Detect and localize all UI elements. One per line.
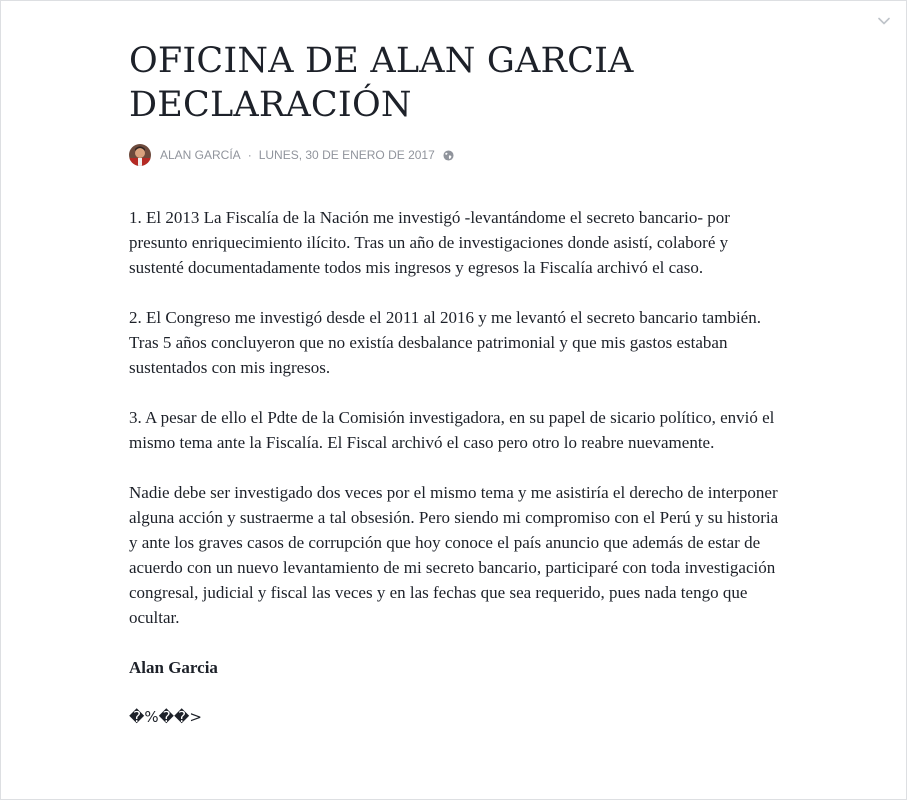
publish-date[interactable]: LUNES, 30 DE ENERO DE 2017 bbox=[258, 148, 435, 162]
chevron-down-icon[interactable] bbox=[876, 13, 892, 29]
byline bbox=[129, 143, 779, 167]
paragraph-3: 3. A pesar de ello el Pdte de la Comisión investigadora, en su papel de sicario político, envió el mismo tema ante la Fiscalía. El Fiscal archivó el caso pero otro lo reabre nuevamente. bbox=[129, 408, 775, 452]
note-article bbox=[129, 39, 779, 755]
paragraph-1: 1. El 2013 La Fiscalía de la Nación me investigó -levantándome el secreto bancario- por presunto enriquecimiento ilícito. Tras un año de investigaciones donde asistí, colaboré y sustenté documentadamente todos mis ingresos y egresos la Fiscalía archivó el caso. bbox=[129, 208, 730, 277]
garbled-text: �%��> bbox=[129, 708, 202, 726]
paragraph-2: 2. El Congreso me investigó desde el 2011 al 2016 y me levantó el secreto bancario también. Tras 5 años concluyeron que no existía desbalance patrimonial y que mis gastos estaban sustentados con mis ingresos. bbox=[129, 308, 761, 377]
avatar[interactable] bbox=[129, 144, 151, 166]
title-line-1: OFICINA DE ALAN GARCIA bbox=[129, 41, 634, 81]
author-link[interactable]: ALAN GARCÍA bbox=[160, 148, 241, 162]
signature: Alan Garcia bbox=[129, 658, 218, 677]
note-body bbox=[129, 205, 779, 730]
title-line-2: DECLARACIÓN bbox=[129, 85, 412, 125]
globe-icon[interactable] bbox=[443, 150, 454, 161]
byline-separator: · bbox=[247, 148, 252, 162]
paragraph-4: Nadie debe ser investigado dos veces por el mismo tema y me asistiría el derecho de interponer alguna acción y sustraerme a tal obsesión. Pero siendo mi compromiso con el Perú y su historia y ante los graves casos de corrupción que hoy conoce el país anuncio que además de estar de acuerdo con un nuevo levantamiento de mi secreto bancario, participaré con toda investigación congresal, judicial y fiscal las veces y en las fechas que sea requerido, pues nada tengo que ocultar. bbox=[129, 483, 779, 627]
page-title bbox=[129, 39, 779, 127]
